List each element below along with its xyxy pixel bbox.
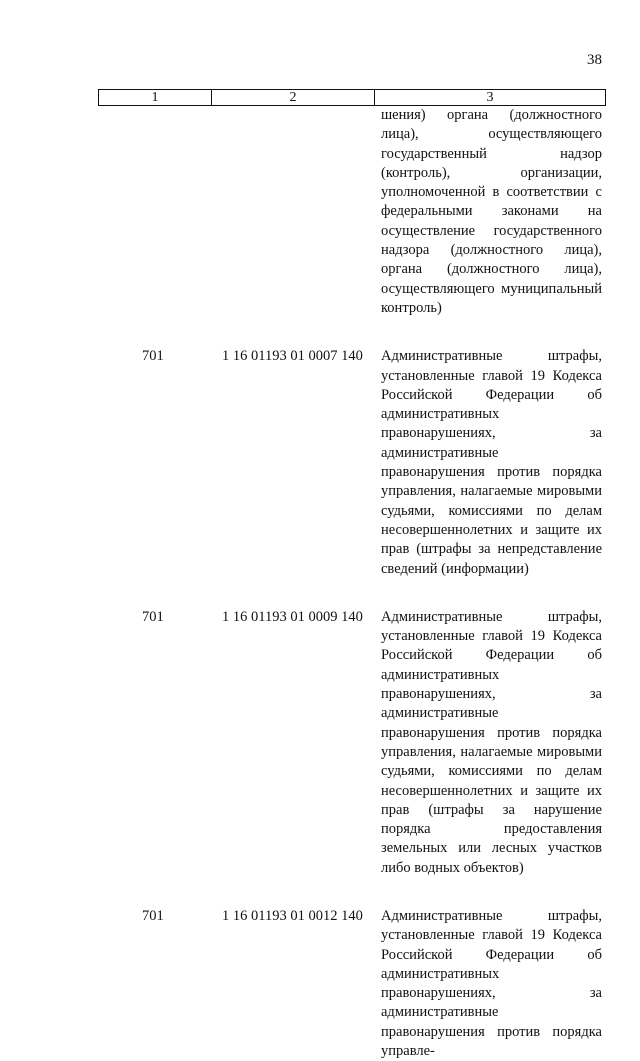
- row-admin-code: 701: [142, 608, 164, 625]
- header-col-3: 3: [486, 90, 494, 105]
- table-row-continuation: [0, 106, 640, 318]
- table-row: [0, 347, 640, 579]
- page-number: 38: [587, 52, 602, 68]
- table-header: [98, 89, 606, 106]
- row-description: Административные штрафы, установленные главой 19 Кодекса Российской Федерации об административных правонарушениях, за административные правонарушения против порядка управления, налагаемые мировыми судьями, комиссиями по делам несовершеннолетних и защите их прав (штрафы за непредставление сведений (информации): [381, 348, 602, 577]
- row-kbk-code: 1 16 01193 01 0009 140: [222, 608, 363, 625]
- row-kbk-code: 1 16 01193 01 0012 140: [222, 907, 363, 924]
- row-kbk-code: 1 16 01193 01 0007 140: [222, 348, 363, 365]
- row-description: шения) органа (должностного лица), осуществляющего государственный надзор (контроль), организации, уполномоченной в соответствии с федеральными законами на осуществление государственного надзора (должностного лица), органа (должностного лица), осуществляющего муниципальный контроль): [381, 107, 602, 316]
- table-body: [0, 106, 640, 1061]
- table-row: [0, 608, 640, 878]
- table-row: [0, 907, 640, 1061]
- row-admin-code: 701: [142, 348, 164, 365]
- row-admin-code: 701: [142, 907, 164, 924]
- header-col-2: 2: [212, 90, 375, 105]
- header-col-1: 1: [99, 90, 212, 105]
- row-description: Административные штрафы, установленные главой 19 Кодекса Российской Федерации об административных правонарушениях, за административные правонарушения против порядка управления, налагаемые мировыми судьями, комиссиями по делам несовершеннолетних и защите их прав (штрафы за нарушение порядка предоставления земельных или лесных участков либо водных объектов): [381, 608, 602, 876]
- row-description: Административные штрафы, установленные главой 19 Кодекса Российской Федерации об административных правонарушениях, за административные правонарушения против порядка управле-: [381, 907, 602, 1060]
